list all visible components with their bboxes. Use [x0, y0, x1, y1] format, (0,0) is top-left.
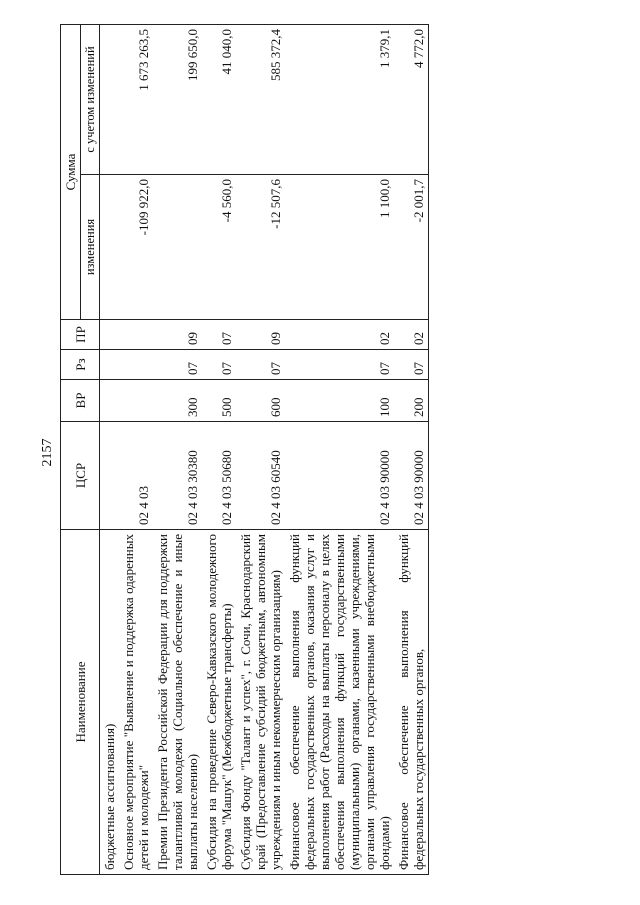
table-row: [153, 25, 202, 875]
page-number: 2157: [40, 438, 55, 467]
header-pr: ПР: [61, 320, 100, 350]
row-name: Финансовое обеспечение выполнения функций федеральных государственных органов, оказания услуг и выполнения работ (Расходы на выплаты персоналу в целях обеспечения выполнения функций государственными (муниципальными) органами, казенными учреждениями, органами управления государственными внебюджетными фондами): [285, 530, 394, 875]
row-csr: [100, 422, 120, 530]
row-change: -109 922,0: [119, 175, 153, 320]
row-rz: 07: [236, 350, 285, 380]
row-pr: 09: [236, 320, 285, 350]
row-name: Премии Президента Российской Федерации для поддержки талантливой молодежи (Социальное обеспечение и иные выплаты населению): [153, 530, 202, 875]
row-pr: 09: [153, 320, 202, 350]
row-vr: 500: [202, 380, 236, 422]
header-changes: изменения: [81, 175, 100, 320]
row-name: Финансовое обеспечение выполнения функций федеральных государственных органов,: [394, 530, 429, 875]
row-csr: 02 4 03 90000: [394, 422, 429, 530]
row-pr: 02: [285, 320, 394, 350]
table-row: [236, 25, 285, 875]
row-pr: [119, 320, 153, 350]
row-change: [153, 175, 202, 320]
row-rz: [100, 350, 120, 380]
header-name: Наименование: [61, 530, 100, 875]
table-row: [202, 25, 236, 875]
row-vr: 100: [285, 380, 394, 422]
row-name: бюджетные ассигнования): [100, 530, 120, 875]
row-total: 1 379,1: [285, 25, 394, 175]
header-rz: Рз: [61, 350, 100, 380]
row-pr: [100, 320, 120, 350]
header-csr: ЦСР: [61, 422, 100, 530]
row-total: 41 040,0: [202, 25, 236, 175]
row-rz: 07: [202, 350, 236, 380]
header-with-changes: с учетом изменений: [81, 25, 100, 175]
row-name: Субсидия Фонду "Талант и успех", г. Сочи, Краснодарский край (Предоставление субсидий бюджетным, автономным учреждениям и иным некоммерческим организациям): [236, 530, 285, 875]
table-row: [119, 25, 153, 875]
row-csr: 02 4 03 50680: [202, 422, 236, 530]
row-pr: 07: [202, 320, 236, 350]
row-total: 585 372,4: [236, 25, 285, 175]
row-vr: 200: [394, 380, 429, 422]
row-vr: 600: [236, 380, 285, 422]
row-total: 199 650,0: [153, 25, 202, 175]
row-change: [100, 175, 120, 320]
row-name: Основное мероприятие "Выявление и поддержка одаренных детей и молодежи": [119, 530, 153, 875]
table-row: [394, 25, 429, 875]
row-rz: [119, 350, 153, 380]
row-change: 1 100,0: [285, 175, 394, 320]
row-total: 1 673 263,5: [119, 25, 153, 175]
row-rz: 07: [285, 350, 394, 380]
table-row: [100, 25, 120, 875]
row-pr: 02: [394, 320, 429, 350]
row-rz: 07: [394, 350, 429, 380]
header-vr: ВР: [61, 380, 100, 422]
row-csr: 02 4 03: [119, 422, 153, 530]
row-change: -12 507,6: [236, 175, 285, 320]
row-csr: 02 4 03 60540: [236, 422, 285, 530]
row-change: -2 001,7: [394, 175, 429, 320]
row-csr: 02 4 03 90000: [285, 422, 394, 530]
header-sum: Сумма: [61, 25, 81, 320]
row-name: Субсидия на проведение Северо-Кавказского молодежного форума "Машук" (Межбюджетные трансферты): [202, 530, 236, 875]
table-body: [100, 25, 429, 875]
row-vr: [119, 380, 153, 422]
row-vr: 300: [153, 380, 202, 422]
row-csr: 02 4 03 30380: [153, 422, 202, 530]
budget-table: [60, 24, 429, 875]
table-row: [285, 25, 394, 875]
row-total: 4 772,0: [394, 25, 429, 175]
row-rz: 07: [153, 350, 202, 380]
row-change: -4 560,0: [202, 175, 236, 320]
row-vr: [100, 380, 120, 422]
row-total: [100, 25, 120, 175]
